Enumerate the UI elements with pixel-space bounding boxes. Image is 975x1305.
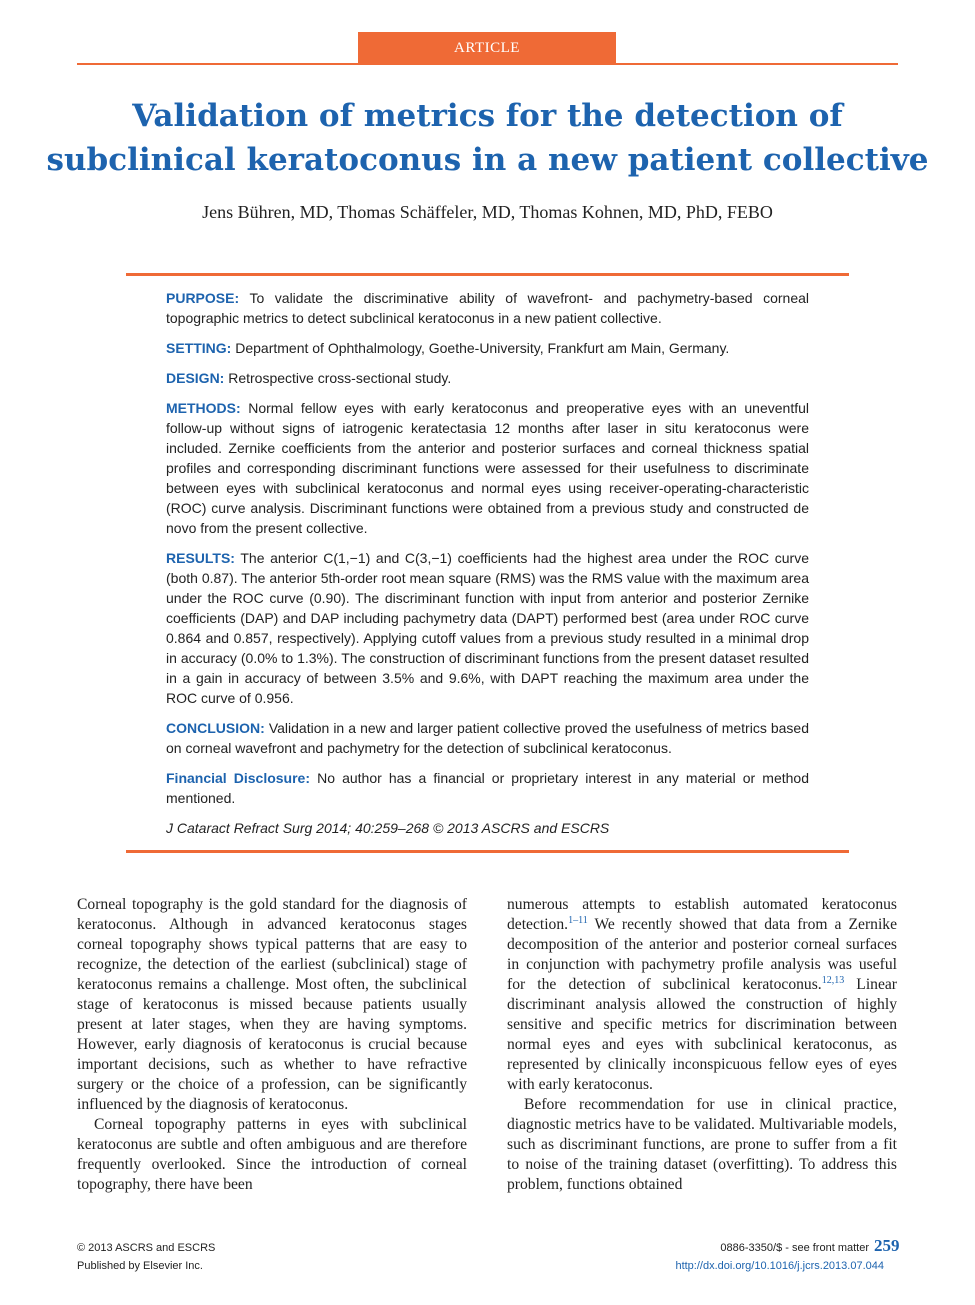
setting-text: Department of Ophthalmology, Goethe-University, Frankfurt am Main, Germany. <box>235 340 730 356</box>
reference-link[interactable]: 12,13 <box>821 974 845 986</box>
abstract-results <box>166 548 809 708</box>
footer-publisher: Published by Elsevier Inc. <box>77 1260 203 1272</box>
results-text: The anterior C(1,−1) and C(3,−1) coefficients had the highest area under the ROC curve (both 0.87). The anterior 5th-order root mean square (RMS) was the RMS value with the maximum area under the ROC curve (0.90). The discriminant function with input from anterior and posterior Zernike coefficients (DAP) and DAP including pachymetry data (DAPT) performed best (area under ROC curve 0.864 and 0.857, respectively). Applying cutoff values from a previous study resulted in a minimal drop in accuracy (0.0% to 1.3%). The construction of discriminant functions from the present dataset resulted in a gain in accuracy of between 3.5% and 9.6%, with DAPT reaching the maximum area under the ROC curve of 0.956. <box>166 550 810 706</box>
article-type-tab: ARTICLE <box>358 32 616 65</box>
body-paragraph: Corneal topography patterns in eyes with subclinical keratoconus are subtle and often ambiguous and are therefore frequently overlooked. Since the introduction of corneal topography, there have been <box>77 1116 467 1193</box>
body-paragraph <box>507 895 897 1095</box>
body-paragraph: Before recommendation for use in clinical practice, diagnostic metrics have to be validated. Multivariable models, such as discriminant functions, are prone to suffer from a fit to noise of the training dataset (overfitting). To address this problem, functions obtained <box>507 1096 897 1193</box>
abstract-conclusion <box>166 718 809 758</box>
journal-citation: J Cataract Refract Surg 2014; 40:259–268 © 2013 ASCRS and ESCRS <box>166 820 610 836</box>
abstract-bottom-rule <box>126 850 849 853</box>
body-text: numerous attempts to establish automated keratoconus detection. <box>507 896 897 933</box>
purpose-text: To validate the discriminative ability of wavefront- and pachymetry-based corneal topographic metrics to detect subclinical keratoconus in a new patient collective. <box>166 290 810 326</box>
abstract-design <box>166 368 809 388</box>
reference-link[interactable]: 1–11 <box>568 914 588 926</box>
article-title: Validation of metrics for the detection of subclinical keratoconus in a new patient collective <box>46 98 929 178</box>
methods-text: Normal fellow eyes with early keratoconus and preoperative eyes with an uneventful follow-up without signs of iatrogenic keratectasia 12 months after laser in situ keratoconus were included. Zernike coefficients from the anterior and posterior surfaces and corneal thickness spatial profiles and corresponding discriminant functions were assessed for their usefulness to discriminate between eyes with subclinical keratoconus and normal eyes using receiver-operating-characteristic (ROC) curve analysis. Discriminant functions were obtained from a previous study and constructed de novo from the present collective. <box>166 400 809 536</box>
results-label: RESULTS: <box>166 550 235 566</box>
header-rule <box>77 63 898 65</box>
disclosure-text: No author has a financial or proprietary interest in any material or method mentioned. <box>166 770 809 806</box>
body-text: We recently showed that data from a Zernike decomposition of the anterior and posterior corneal surfaces in conjunction with pachymetry profile analysis was useful for the detection of subclinical keratoconus. <box>507 916 897 993</box>
body-column-left <box>77 895 467 1195</box>
abstract-methods <box>166 398 809 538</box>
purpose-label: PURPOSE: <box>166 290 240 306</box>
abstract-disclosure <box>166 768 809 808</box>
footer-issn: 0886-3350/$ - see front matter <box>720 1242 869 1254</box>
design-label: DESIGN: <box>166 370 225 386</box>
abstract-setting <box>166 338 809 358</box>
page-number: 259 <box>874 1236 900 1255</box>
setting-label: SETTING: <box>166 340 232 356</box>
doi-link[interactable]: http://dx.doi.org/10.1016/j.jcrs.2013.07.044 <box>675 1260 884 1272</box>
body-column-right <box>507 895 897 1195</box>
abstract <box>166 288 809 848</box>
body-text: Linear discriminant analysis allowed the construction of highly sensitive and specific metrics for discrimination between normal eyes and eyes with subclinical keratoconus, as represented by clinically inconspicuous fellow eyes of eyes with early keratoconus. <box>507 976 897 1093</box>
body-paragraph: Corneal topography is the gold standard for the diagnosis of keratoconus. Although in advanced keratoconus stages corneal topography shows typical patterns that are easy to recognize, the detection of the earliest (subclinical) stage of keratoconus remains a challenge. Most often, the subclinical stage of keratoconus is missed because patients usually present at later stages, when they are having symptoms. However, early diagnosis of keratoconus is crucial because important decisions, such as whether to have refractive surgery or the choice of a profession, can be significantly influenced by the diagnosis of keratoconus. <box>77 896 467 1113</box>
disclosure-label: Financial Disclosure: <box>166 770 311 786</box>
design-text: Retrospective cross-sectional study. <box>228 370 452 386</box>
methods-label: METHODS: <box>166 400 241 416</box>
author-list: Jens Bühren, MD, Thomas Schäffeler, MD, Thomas Kohnen, MD, PhD, FEBO <box>202 202 773 222</box>
conclusion-text: Validation in a new and larger patient collective proved the usefulness of metrics based on corneal wavefront and pachymetry for the detection of subclinical keratoconus. <box>166 720 810 756</box>
footer-copyright: © 2013 ASCRS and ESCRS <box>77 1242 216 1254</box>
conclusion-label: CONCLUSION: <box>166 720 265 736</box>
abstract-purpose <box>166 288 809 328</box>
abstract-top-rule <box>126 273 849 276</box>
